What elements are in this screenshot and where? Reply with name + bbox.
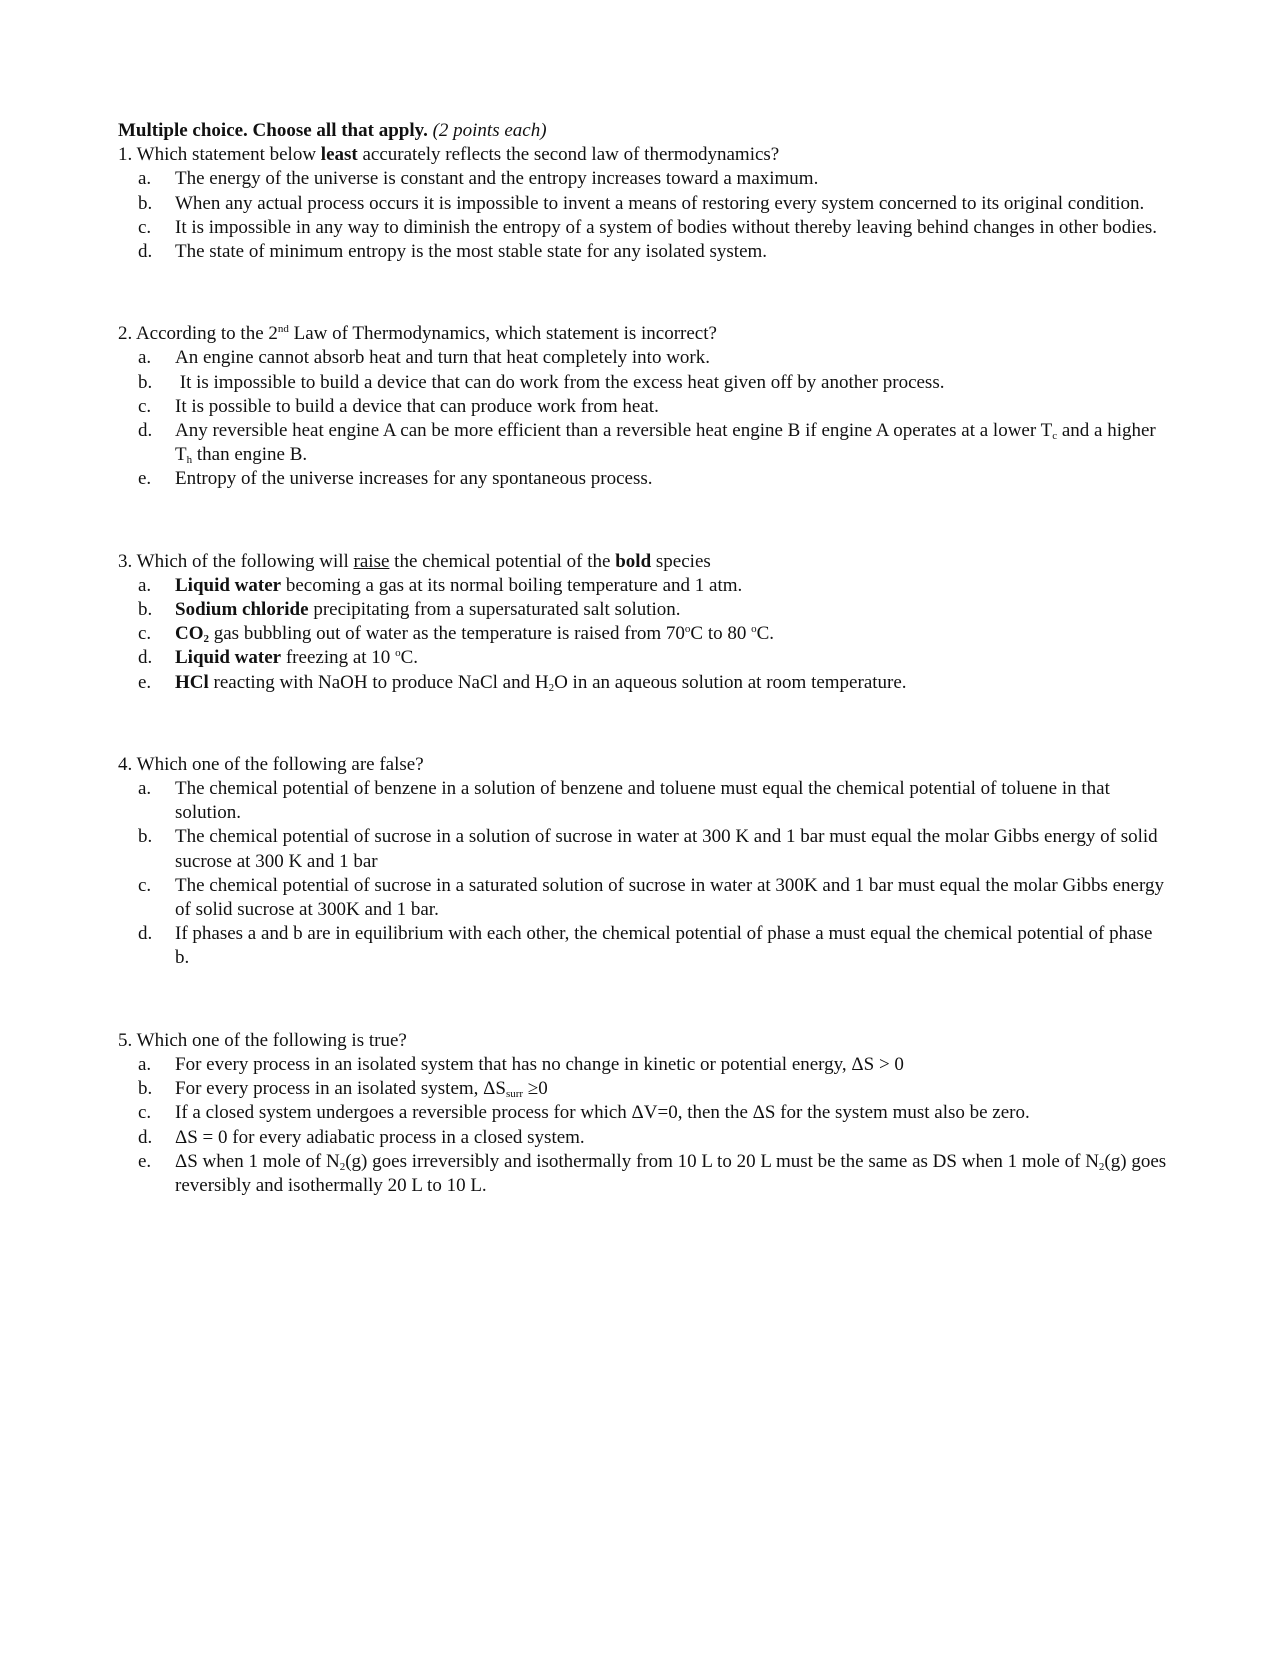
option-text-part: Any reversible heat engine A can be more efficient than a reversible heat engine B if engine A operates at a lower T — [175, 420, 1053, 442]
option-label: c. — [138, 623, 152, 645]
q2-option-c — [118, 395, 1168, 419]
header-bold: Multiple choice. Choose all that apply. — [118, 120, 428, 141]
option-text — [175, 598, 1168, 622]
q3-option-a — [118, 574, 1168, 598]
bold-species-text: CO — [175, 623, 204, 645]
option-text-part: C. — [756, 623, 775, 645]
option-label: a. — [138, 1053, 152, 1075]
q4-option-b — [118, 825, 1168, 873]
question-2 — [118, 322, 1168, 491]
question-3-stem — [118, 550, 1168, 574]
option-text: The chemical potential of sucrose in a solution of sucrose in water at 300 K and 1 bar must equal the molar Gibbs energy of solid sucrose at 300 K and 1 bar — [175, 826, 1158, 872]
option-label: c. — [138, 395, 152, 417]
option-label: a. — [138, 168, 152, 190]
spacer — [118, 492, 1168, 550]
subscript: surr — [505, 1088, 524, 1101]
q5-option-c — [118, 1101, 1168, 1125]
option-text-part: C to 80 — [690, 623, 752, 645]
option-text: If a closed system undergoes a reversible process for which ΔV=0, then the ΔS for the system must also be zero. — [175, 1102, 1030, 1124]
option-text-part: C. — [400, 647, 418, 669]
option-label: d. — [138, 647, 153, 669]
option-text: The state of minimum entropy is the most stable state for any isolated system. — [175, 241, 768, 263]
q1-option-c — [118, 216, 1168, 240]
q3-stem-pre: 3. Which of the following will — [118, 550, 354, 572]
superscript: o — [684, 623, 691, 636]
option-text — [175, 622, 1168, 646]
option-text: It is possible to build a device that can produce work from heat. — [175, 395, 659, 417]
option-text: It is impossible in any way to diminish the entropy of a system of bodies without thereby leaving behind changes in other bodies. — [175, 216, 1158, 238]
bold-species: HCl — [175, 671, 209, 693]
q3-option-b — [118, 598, 1168, 622]
option-label: a. — [138, 574, 152, 596]
bold-species — [175, 623, 209, 644]
q3-stem-bold: bold — [615, 550, 652, 572]
option-label: a. — [138, 778, 152, 800]
q5-option-d — [118, 1126, 1168, 1150]
option-text: An engine cannot absorb heat and turn that heat completely into work. — [175, 347, 711, 369]
option-text — [175, 574, 1168, 598]
option-text-part: ≥0 — [523, 1078, 548, 1100]
option-text-part: than engine B. — [192, 444, 308, 466]
subscript: 2 — [1098, 1160, 1105, 1173]
option-text: The chemical potential of benzene in a solution of benzene and toluene must equal the chemical potential of toluene in that solution. — [175, 778, 1110, 824]
option-text: Entropy of the universe increases for any spontaneous process. — [175, 468, 653, 490]
question-1-stem — [118, 143, 1168, 167]
option-label: b. — [138, 826, 153, 848]
option-text-part: and a higher T — [175, 420, 1156, 466]
option-text-part: reacting with NaOH to produce NaCl and H — [208, 671, 549, 693]
q2-stem-pre: 2. According to the 2 — [118, 323, 278, 345]
option-label: b. — [138, 599, 153, 621]
bold-species: Liquid water — [175, 574, 282, 596]
bold-species: Liquid water — [175, 647, 282, 669]
question-5-stem: 5. Which one of the following is true? — [118, 1029, 407, 1051]
spacer — [118, 971, 1168, 1029]
q1-option-b — [118, 192, 1168, 216]
option-text-part: gas bubbling out of water as the temperature is raised from 70 — [209, 623, 685, 645]
q3-stem-post: species — [651, 550, 711, 572]
option-label: b. — [138, 192, 153, 214]
q2-option-e — [118, 467, 1168, 491]
header-points: (2 points each) — [432, 120, 547, 141]
option-text — [175, 646, 1168, 670]
option-label: e. — [138, 468, 152, 490]
q1-option-d — [118, 240, 1168, 264]
q3-stem-underline: raise — [353, 550, 390, 572]
option-text-part: becoming a gas at its normal boiling temperature and 1 atm. — [281, 574, 743, 596]
option-label: c. — [138, 216, 152, 238]
option-label: e. — [138, 1150, 152, 1172]
q4-option-d — [118, 922, 1168, 970]
option-text: For every process in an isolated system that has no change in kinetic or potential energy, ΔS > 0 — [175, 1053, 904, 1075]
q1-option-a — [118, 167, 1168, 191]
option-label: d. — [138, 420, 153, 442]
bold-species: Sodium chloride — [175, 599, 309, 621]
option-text: ΔS = 0 for every adiabatic process in a closed system. — [175, 1126, 585, 1148]
section-header — [118, 119, 1168, 143]
option-label: d. — [138, 923, 153, 945]
subscript: 2 — [339, 1160, 346, 1173]
q5-option-b — [118, 1077, 1168, 1101]
q2-stem-post: Law of Thermodynamics, which statement is incorrect? — [288, 323, 717, 345]
option-label: d. — [138, 1126, 153, 1148]
option-text-part: For every process in an isolated system, ΔS — [175, 1078, 506, 1100]
option-text-part: (g) goes reversibly and isothermally 20 L to 10 L. — [175, 1150, 1167, 1196]
option-label: e. — [138, 671, 152, 693]
q3-option-e — [118, 671, 1168, 695]
q3-option-d — [118, 646, 1168, 670]
option-label: b. — [138, 1078, 153, 1100]
q4-option-c — [118, 874, 1168, 922]
spacer — [118, 695, 1168, 753]
q3-stem-mid: the chemical potential of the — [389, 550, 616, 572]
option-text-part: (g) goes irreversibly and isothermally from 10 L to 20 L must be the same as DS when 1 mole of N — [345, 1150, 1099, 1172]
superscript: o — [395, 647, 401, 660]
q1-stem-pre: 1. Which statement below — [118, 144, 321, 166]
q2-option-d — [118, 419, 1168, 467]
option-text — [175, 1077, 1168, 1101]
q1-stem-post: accurately reflects the second law of thermodynamics? — [357, 144, 780, 166]
option-text-part: precipitating from a supersaturated salt solution. — [308, 599, 681, 621]
option-label: d. — [138, 241, 153, 263]
q2-option-a — [118, 346, 1168, 370]
q4-option-a — [118, 777, 1168, 825]
option-label: a. — [138, 347, 152, 369]
spacer — [118, 264, 1168, 322]
question-4 — [118, 753, 1168, 971]
q1-stem-bold: least — [320, 144, 358, 166]
subscript: c — [1052, 430, 1058, 443]
subscript: h — [186, 454, 193, 467]
q5-option-e — [118, 1150, 1168, 1198]
option-text: When any actual process occurs it is impossible to invent a means of restoring every system concerned to its original condition. — [175, 192, 1145, 214]
subscript: 2 — [203, 633, 209, 646]
question-1 — [118, 143, 1168, 264]
question-5 — [118, 1029, 1168, 1198]
option-text: The chemical potential of sucrose in a saturated solution of sucrose in water at 300K and 1 bar must equal the molar Gibbs energy of solid sucrose at 300K and 1 bar. — [175, 874, 1164, 921]
question-4-stem: 4. Which one of the following are false? — [118, 753, 424, 775]
q3-option-c — [118, 622, 1168, 646]
q2-stem-sup: nd — [277, 323, 289, 336]
q2-option-b — [118, 371, 1168, 395]
exam-page — [118, 119, 1168, 1198]
superscript: o — [751, 623, 757, 636]
option-text-part: freezing at 10 — [281, 647, 396, 669]
option-text — [175, 1150, 1168, 1198]
option-text: It is impossible to build a device that can do work from the excess heat given off by another process. — [175, 371, 945, 393]
option-text — [175, 419, 1168, 467]
question-2-stem — [118, 322, 1168, 346]
q5-option-a — [118, 1053, 1168, 1077]
option-text — [175, 671, 1168, 695]
option-text-part: O in an aqueous solution at room temperature. — [554, 671, 907, 693]
option-text-part: ΔS when 1 mole of N — [175, 1150, 340, 1172]
option-label: c. — [138, 1102, 152, 1124]
subscript: 2 — [548, 681, 555, 694]
option-label: b. — [138, 371, 153, 393]
option-text: If phases a and b are in equilibrium with each other, the chemical potential of phase a must equal the chemical potential of phase b. — [175, 923, 1153, 969]
question-3 — [118, 550, 1168, 695]
option-text: The energy of the universe is constant and the entropy increases toward a maximum. — [175, 168, 819, 190]
option-label: c. — [138, 874, 152, 896]
